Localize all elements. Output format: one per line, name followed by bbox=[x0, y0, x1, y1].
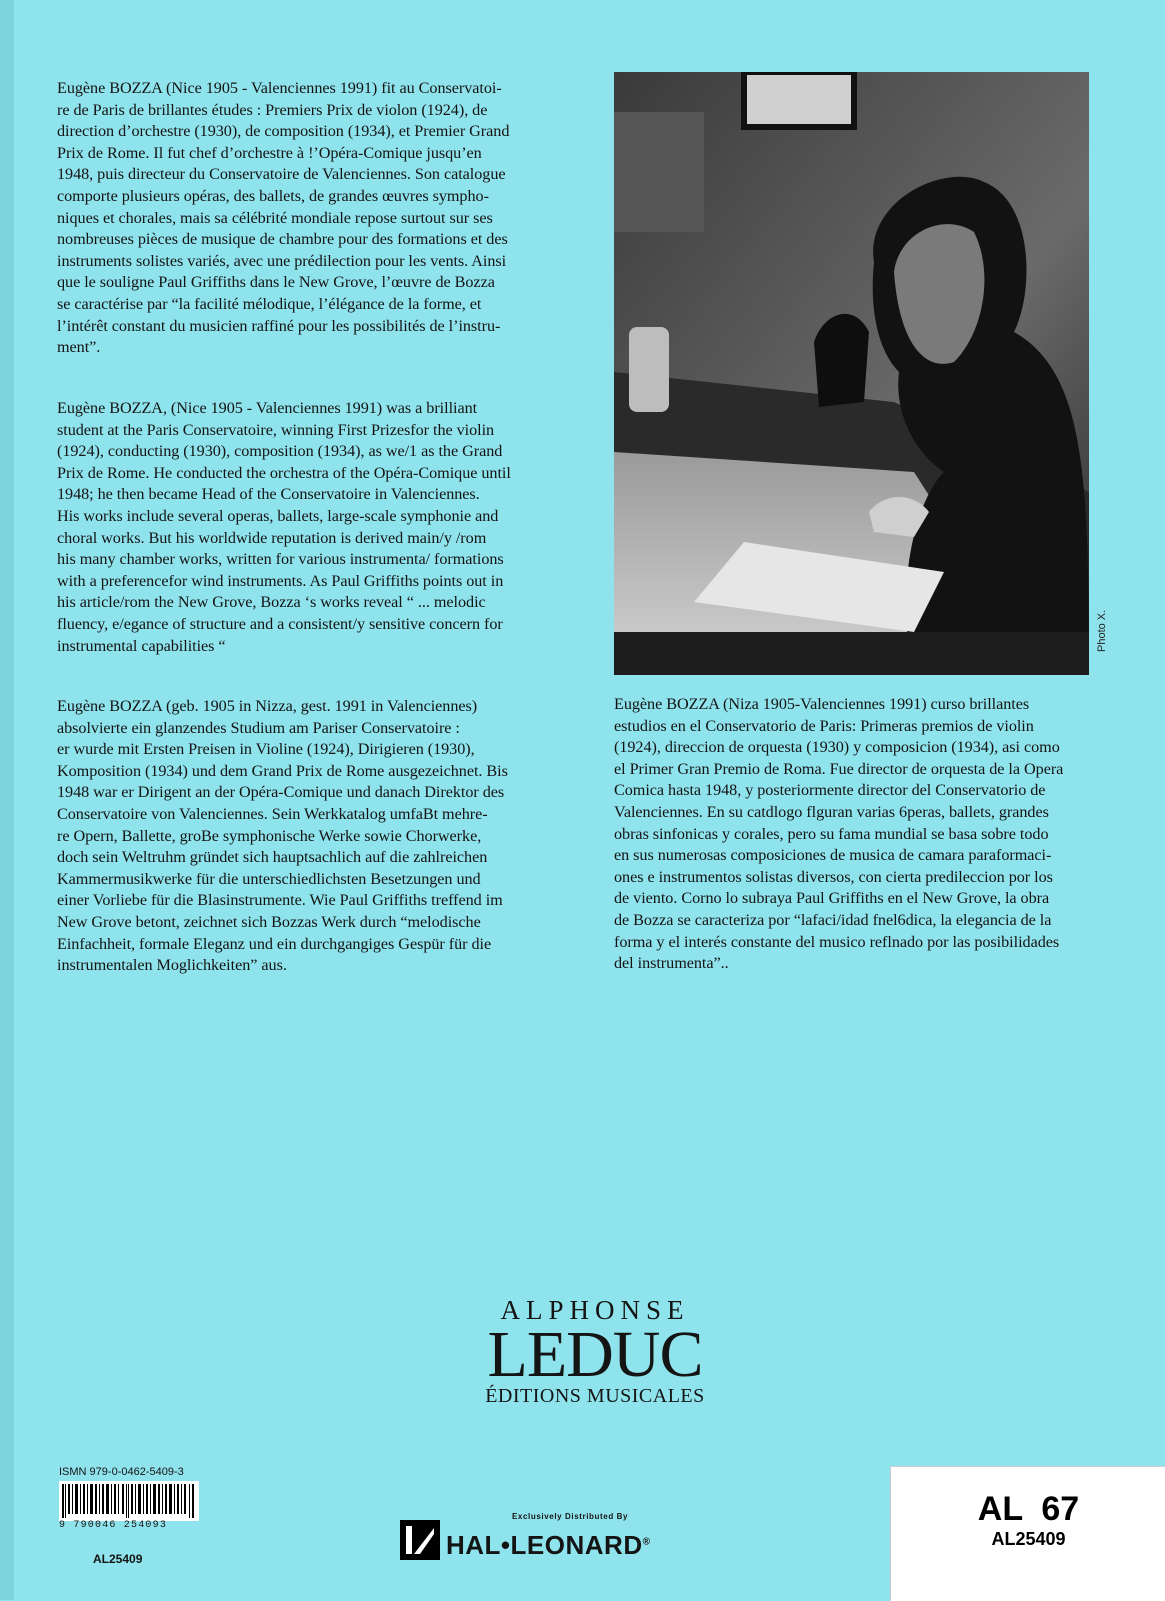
hal-leonard-logo-icon bbox=[400, 1520, 440, 1560]
publisher-line3: ÉDITIONS MUSICALES bbox=[485, 1385, 705, 1407]
distributor-label: Exclusively Distributed By bbox=[512, 1512, 629, 1521]
catalog-code: AL25409 bbox=[93, 1552, 143, 1566]
photo-credit: Photo X. bbox=[1096, 609, 1108, 652]
composer-photo bbox=[614, 72, 1089, 675]
catalog-label bbox=[890, 1466, 1165, 1601]
barcode-block bbox=[59, 1466, 199, 1531]
publisher-logo bbox=[455, 1295, 735, 1407]
biography-german: Eugène BOZZA (geb. 1905 in Nizza, gest. 1991 in Valenciennes) absolvierte ein glanzendes Studium am Pariser Conservatoire : er wurde mit Ersten Preisen in Violine (1924), Dirigieren (1930), Komposition (1934) und dem Grand Prix de Rome ausgezeichnet. Bis 1948 war er Dirigent an der Opéra-Comique und danach Direktor des Conservatoire von Valenciennes. Sein Werkkatalog umfaBt mehre- re Opern, Ballette, groBe symphonische Werke sowie Chorwerke, doch sein Weltruhm gründet sich hauptsachlich auf die zahlreichen Kammermusikwerke für die unterschiedlichsten Besetzungen und einer Vorliebe für die Blasinstrumente. Wie Paul Griffiths treffend im New Grove betont, zeichnet sich Bozzas Werk durch “melodische Einfachheit, formale Eleganz und ein durchgangiges Gespür für die instrumentalen Moglichkeiten” aus. bbox=[57, 697, 508, 975]
biography-spanish: Eugène BOZZA (Niza 1905-Valenciennes 1991) curso brillantes estudios en el Conservatorio de Paris: Primeras premios de violin (1924), direccion de orquesta (1930) y composicion (1934), asi como el Primer Gran Premio de Roma. Fue director de orquesta de la Opera Comica hasta 1948, y posteriormente director del Conservatorio de Valenciennes. En su catdlogo flguran varias 6peras, ballets, grandes obras sinfonicas y corales, pero su fama mundial se basa sobre todo en sus numerosas composiciones de musica de camara paraformaci- ones e instrumentos solistas diversos, con cierta predileccion por los de viento. Corno lo subraya Paul Griffiths en el New Grove, la obra de Bozza se caracteriza por “lafaci/idad fnel6dica, la elegancia de la forma y el interés constante del musico reflnado por las posibilidades del instrumenta”.. bbox=[614, 695, 1064, 973]
catalog-label-main: AL 67 bbox=[977, 1490, 1080, 1528]
barcode-digits: 9 790046 254093 bbox=[59, 1520, 168, 1531]
ismn-number: ISMN 979-0-0462-5409-3 bbox=[59, 1466, 184, 1478]
publisher-line1: ALPHONSE bbox=[500, 1295, 690, 1325]
publisher-line2: LEDUC bbox=[487, 1318, 703, 1391]
biography-english: Eugène BOZZA, (Nice 1905 - Valenciennes 1991) was a brilliant student at the Paris Conservatoire, winning First Prizesfor the violin (1924), conducting (1930), composition (1934), as we/1 as the Grand Prix de Rome. He conducted the orchestra of the Opéra-Comique until 1948; he then became Head of the Conservatoire in Valenciennes. His works include several operas, ballets, large-scale symphonie and choral works. But his worldwide reputation is derived main/y /rom his many chamber works, written for various instrumenta/ formations with a preferencefor wind instruments. As Paul Griffiths points out in his article/rom the New Grove, Bozza ‘s works reveal “ ... melodic fluency, e/egance of structure and a consistent/y sensitive concern for instrumental capabilities “ bbox=[57, 399, 511, 655]
distributor-name bbox=[446, 1530, 650, 1561]
distributor-name-text: HAL•LEONARD bbox=[446, 1530, 643, 1560]
page-edge bbox=[0, 0, 14, 1600]
barcode-icon bbox=[59, 1481, 199, 1521]
catalog-label-sub: AL25409 bbox=[991, 1529, 1066, 1549]
biography-french: Eugène BOZZA (Nice 1905 - Valenciennes 1991) fit au Conservatoi- re de Paris de brillantes études : Premiers Prix de violon (1924), de direction d’orchestre (1930), de composition (1934), et Premier Grand Prix de Rome. Il fut chef d’orchestre à !’Opéra-Comique jusqu’en 1948, puis directeur du Conservatoire de Valenciennes. Son catalogue comporte plusieurs opéras, des ballets, de grandes œuvres sympho- niques et chorales, mais sa célébrité mondiale repose surtout sur ses nombreuses pièces de musique de chambre pour des formations et des instruments solistes variés, avec une prédilection pour les vents. Ainsi que le souligne Paul Griffiths dans le New Grove, l’œuvre de Bozza se caractérise par “la facilité mélodique, l’élégance de la forme, et l’intérêt constant du musicien raffiné pour les possibilités de l’instru- ment”. bbox=[57, 79, 510, 357]
registered-mark: ® bbox=[642, 1536, 651, 1548]
